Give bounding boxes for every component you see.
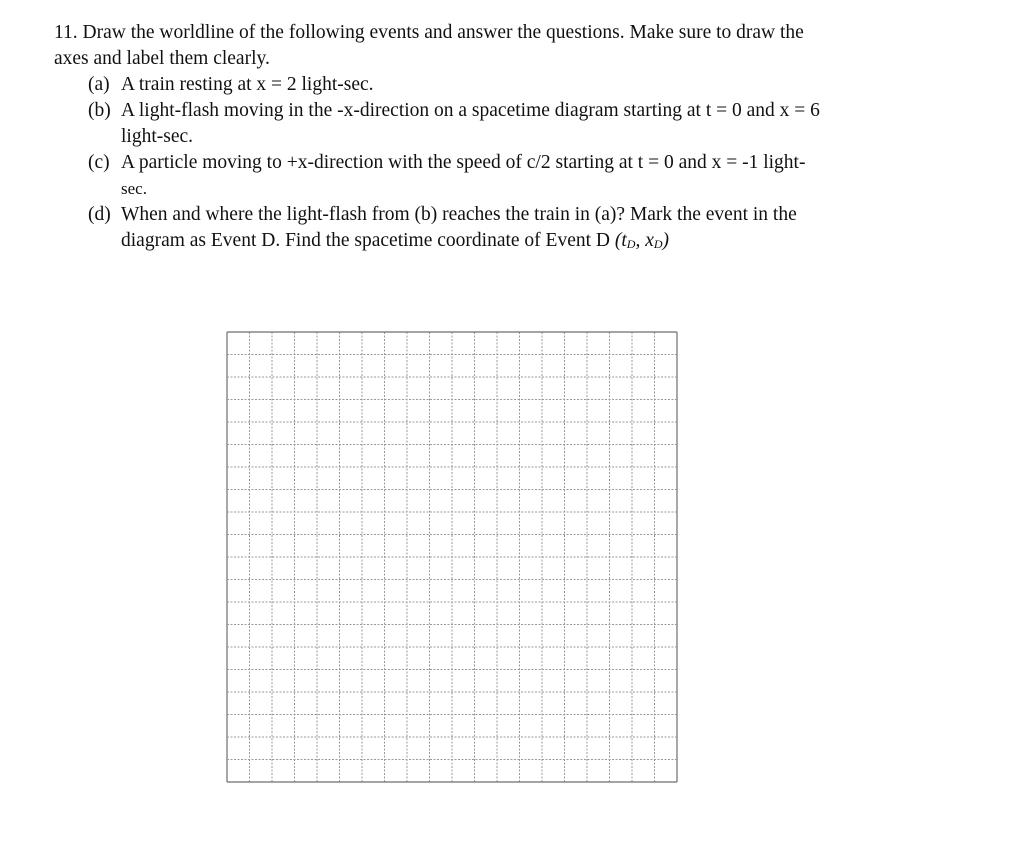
sub-question-label: (c) [88,152,110,173]
sub-question-text-cont: light-sec. [121,126,194,147]
sub-question-text: When and where the light-flash from (b) reaches the train in (a)? Mark the event in the [121,204,797,225]
graph-paper-grid [226,331,678,783]
sub-question-text: A particle moving to +x-direction with the speed of c/2 starting at t = 0 and x = -1 light- [121,152,806,173]
sub-question-text: A train resting at x = 2 light-sec. [121,74,374,95]
sub-question-a [54,72,954,98]
sub-question-text: A light-flash moving in the -x-direction on a spacetime diagram starting at t = 0 and x = 6 [121,100,820,121]
sub-question-text-cont [121,228,954,257]
problem-text [54,20,954,257]
event-d-coordinate: (tD, xD) [614,230,670,251]
sub-question-label: (a) [88,74,110,95]
question-line-1: 11. Draw the worldline of the following events and answer the questions. Make sure to draw the [54,22,804,43]
sub-question-c [54,150,954,202]
sub-question-label: (d) [88,204,111,225]
sub-question-b [54,98,954,150]
graph-paper[interactable] [226,331,678,783]
sub-question-list [54,72,954,257]
event-d-prompt: diagram as Event D. Find the spacetime coordinate of Event D [121,230,615,251]
sub-question-label: (b) [88,100,111,121]
question-line-2: axes and label them clearly. [54,48,270,69]
sub-question-d [54,202,954,257]
sub-question-text-cont: sec. [121,179,147,198]
